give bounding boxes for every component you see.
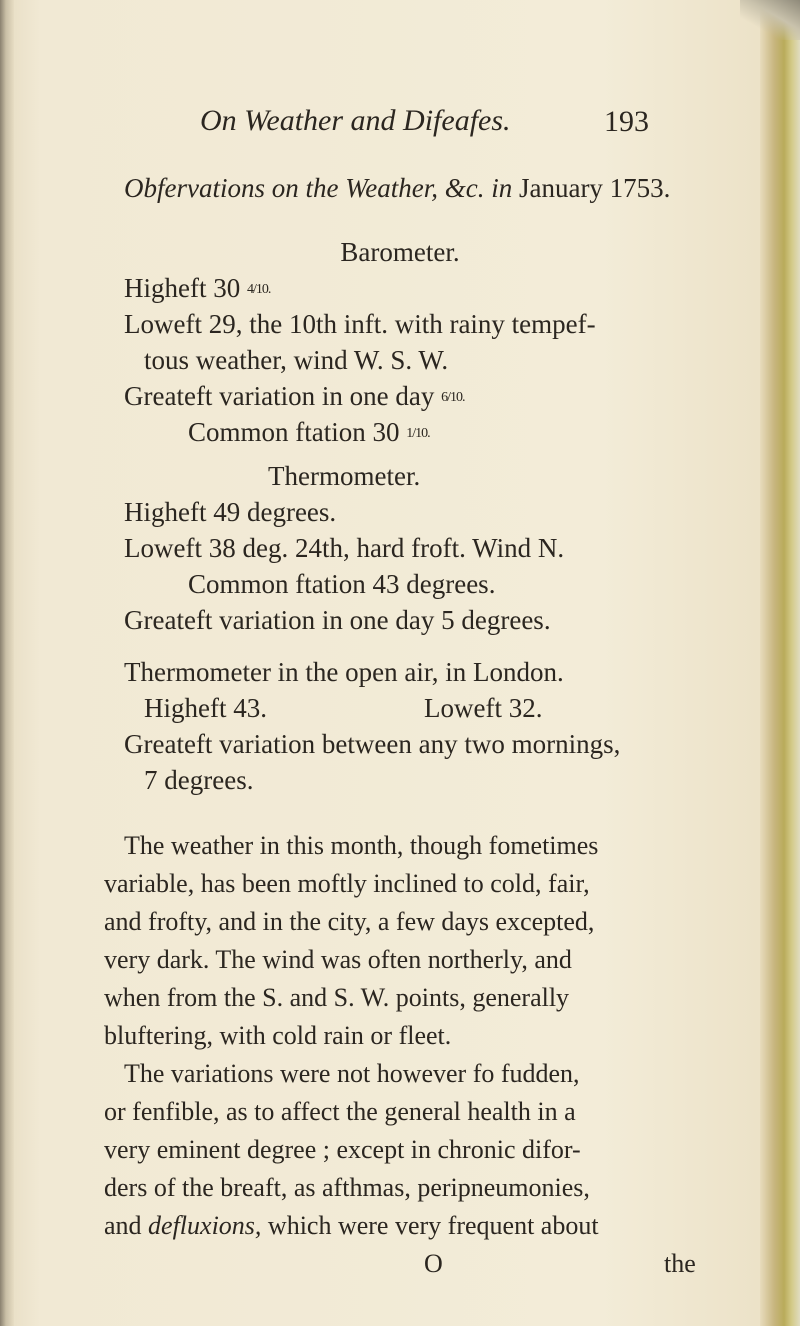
thermometer-common: Common ftation 43 degrees.: [188, 569, 496, 599]
paragraph-line-7: The variations were not however fo fudden,: [124, 1059, 580, 1088]
paragraph-line-1: The weather in this month, though fometimes: [124, 831, 599, 860]
page-binding-edge: [0, 0, 14, 1326]
page-number: 193: [604, 105, 649, 138]
paragraph-line-9: very eminent degree ; except in chronic difor-: [104, 1135, 581, 1164]
catchword: the: [664, 1249, 696, 1278]
paragraph-line-10: ders of the breaft, as afthmas, peripneumonies,: [104, 1173, 590, 1202]
barometer-greatest: [124, 380, 465, 414]
paragraph-line-4: very dark. The wind was often northerly, and: [104, 945, 572, 974]
paragraph-last-start: and: [104, 1211, 149, 1240]
thermometer-highest: Higheft 49 degrees.: [124, 497, 337, 527]
barometer-lowest-1: Loweft 29, the 10th inft. with rainy tempef-: [124, 309, 596, 339]
paragraph-line-6: bluftering, with cold rain or fleet.: [104, 1021, 452, 1050]
barometer-highest-fraction: 4/10.: [246, 282, 271, 297]
thermometer-lowest: Loweft 38 deg. 24th, hard froft. Wind N.: [124, 533, 565, 563]
section-heading: [124, 172, 670, 204]
open-air-highest: Higheft 43.: [144, 693, 267, 723]
barometer-common-text: Common ftation 30: [188, 417, 400, 447]
thermometer-greatest: Greateft variation in one day 5 degrees.: [124, 605, 551, 635]
open-air-title: Thermometer in the open air, in London.: [124, 657, 564, 687]
running-title: On Weather and Difeafes.: [200, 104, 511, 137]
barometer-highest: [124, 272, 270, 306]
paragraph-line-2: variable, has been moftly inclined to cold, fair,: [104, 869, 590, 898]
heading-date: January 1753.: [518, 173, 671, 203]
paragraph-line-3: and frofty, and in the city, a few days excepted,: [104, 907, 595, 936]
heading-italic: Obfervations on the Weather, &c. in: [124, 173, 513, 203]
barometer-title: Barometer.: [340, 237, 460, 267]
barometer-common: [188, 416, 430, 450]
open-air-lowest: Loweft 32.: [424, 693, 543, 723]
open-air-greatest-2: 7 degrees.: [144, 765, 254, 795]
page-corner-shadow: [740, 0, 800, 40]
barometer-greatest-text: Greateft variation in one day: [124, 381, 435, 411]
paragraph-last-end: which were very frequent about: [261, 1211, 599, 1240]
paragraph-line-8: or fenfible, as to affect the general health in a: [104, 1097, 576, 1126]
paragraph-line-11: [104, 1210, 599, 1242]
barometer-lowest-2: tous weather, wind W. S. W.: [144, 345, 449, 375]
open-air-greatest-1: Greateft variation between any two mornings,: [124, 729, 621, 759]
barometer-greatest-fraction: 6/10.: [441, 390, 465, 405]
paragraph-last-italic: defluxions,: [148, 1211, 262, 1240]
barometer-highest-text: Higheft 30: [124, 273, 241, 303]
thermometer-title: Thermometer.: [268, 461, 421, 491]
signature-mark: O: [424, 1249, 443, 1278]
page-right-edge: [760, 0, 800, 1326]
barometer-common-fraction: 1/10.: [406, 426, 430, 441]
paragraph-line-5: when from the S. and S. W. points, generally: [104, 983, 570, 1012]
